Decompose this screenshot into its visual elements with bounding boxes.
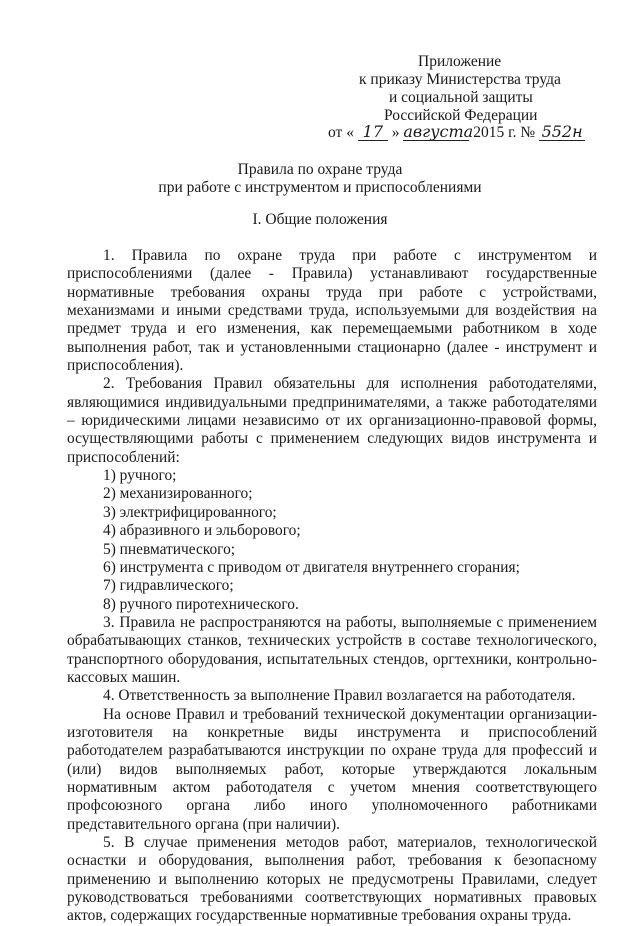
appendix-date-line xyxy=(328,124,585,142)
list-item: 8) ручного пиротехнического. xyxy=(103,595,299,613)
title-line-2: при работе с инструментом и приспособлениями xyxy=(158,179,482,196)
list-item: 6) инструмента с приводом от двигателя внутреннего сгорания; xyxy=(103,558,520,576)
appendix-line-1: Приложение xyxy=(418,53,502,70)
paragraph-3: 3. Правила не распространяются на работы, выполняемые с применением обрабатывающих станков, технических устройств в составе технологического, транспортного оборудования, испытательных стендов, оргтехники, контрольно-кассовых машин. xyxy=(67,613,597,686)
document-title xyxy=(0,161,640,197)
paragraph-1: 1. Правила по охране труда при работе с инструментом и приспособлениями (далее - Правила) устанавливают государственные нормативные требования охраны труда при работе с устройствами, механизмами и иными средствами труда, используемыми для воздействия на предмет труда и его изменения, как перемещаемыми работником в ходе выполнения работ, так и установленными стационарно (далее - инструмент и приспособления). xyxy=(67,247,597,375)
date-day-handwritten: 17 xyxy=(358,124,388,141)
date-mid: » xyxy=(391,124,400,141)
list-item: 4) абразивного и эльборового; xyxy=(103,522,301,540)
appendix-line-3: и социальной защиты xyxy=(389,89,533,106)
list-item: 7) гидравлического; xyxy=(103,577,234,595)
list-item: 5) пневматического; xyxy=(103,540,236,558)
date-month-handwritten: августа xyxy=(403,122,474,141)
list-item: 2) механизированного; xyxy=(103,485,253,503)
paragraph-4: 4. Ответственность за выполнение Правил возлагается на работодателя. xyxy=(103,687,576,705)
appendix-line-2: к приказу Министерства труда xyxy=(359,71,561,88)
title-line-1: Правила по охране труда xyxy=(237,161,403,178)
section-heading: I. Общие положения xyxy=(252,211,388,228)
date-year: 2015 г. № xyxy=(473,124,536,141)
paragraph-6: 5. В случае применения методов работ, материалов, технологической оснастки и оборудования, выполнения работ, требования к безопасному применению и выполнению которых не предусмотрены Правилами, следует руководствоваться требованиями соответствующих нормативных правовых актов, содержащих государственные нормативные требования охраны труда. xyxy=(67,834,597,925)
list-item: 1) ручного; xyxy=(103,467,177,485)
paragraph-5: На основе Правил и требований технической документации организации-изготовителя на конкретные виды инструмента и приспособлений работодателем разрабатываются инструкции по охране труда для профессий и (или) видов выполняемых работ, которые утверждаются локальным нормативным актом работодателя с учетом мнения соответствующего профсоюзного органа либо иного уполномоченного работниками представительного органа (при наличии). xyxy=(67,705,597,833)
date-prefix: от « xyxy=(328,124,354,141)
paragraph-2: 2. Требования Правил обязательны для исполнения работодателями, являющимися индивидуальными предпринимателями, а также работодателями – юридическими лицами независимо от их организационно-правовой формы, осуществляющими работы с применением следующих видов инструмента и приспособлений: xyxy=(67,375,597,466)
order-number-handwritten: 552н xyxy=(539,124,585,141)
list-item: 3) электрифицированного; xyxy=(103,503,277,521)
appendix-line-4: Российской Федерации xyxy=(384,107,538,124)
document-body xyxy=(67,247,597,926)
